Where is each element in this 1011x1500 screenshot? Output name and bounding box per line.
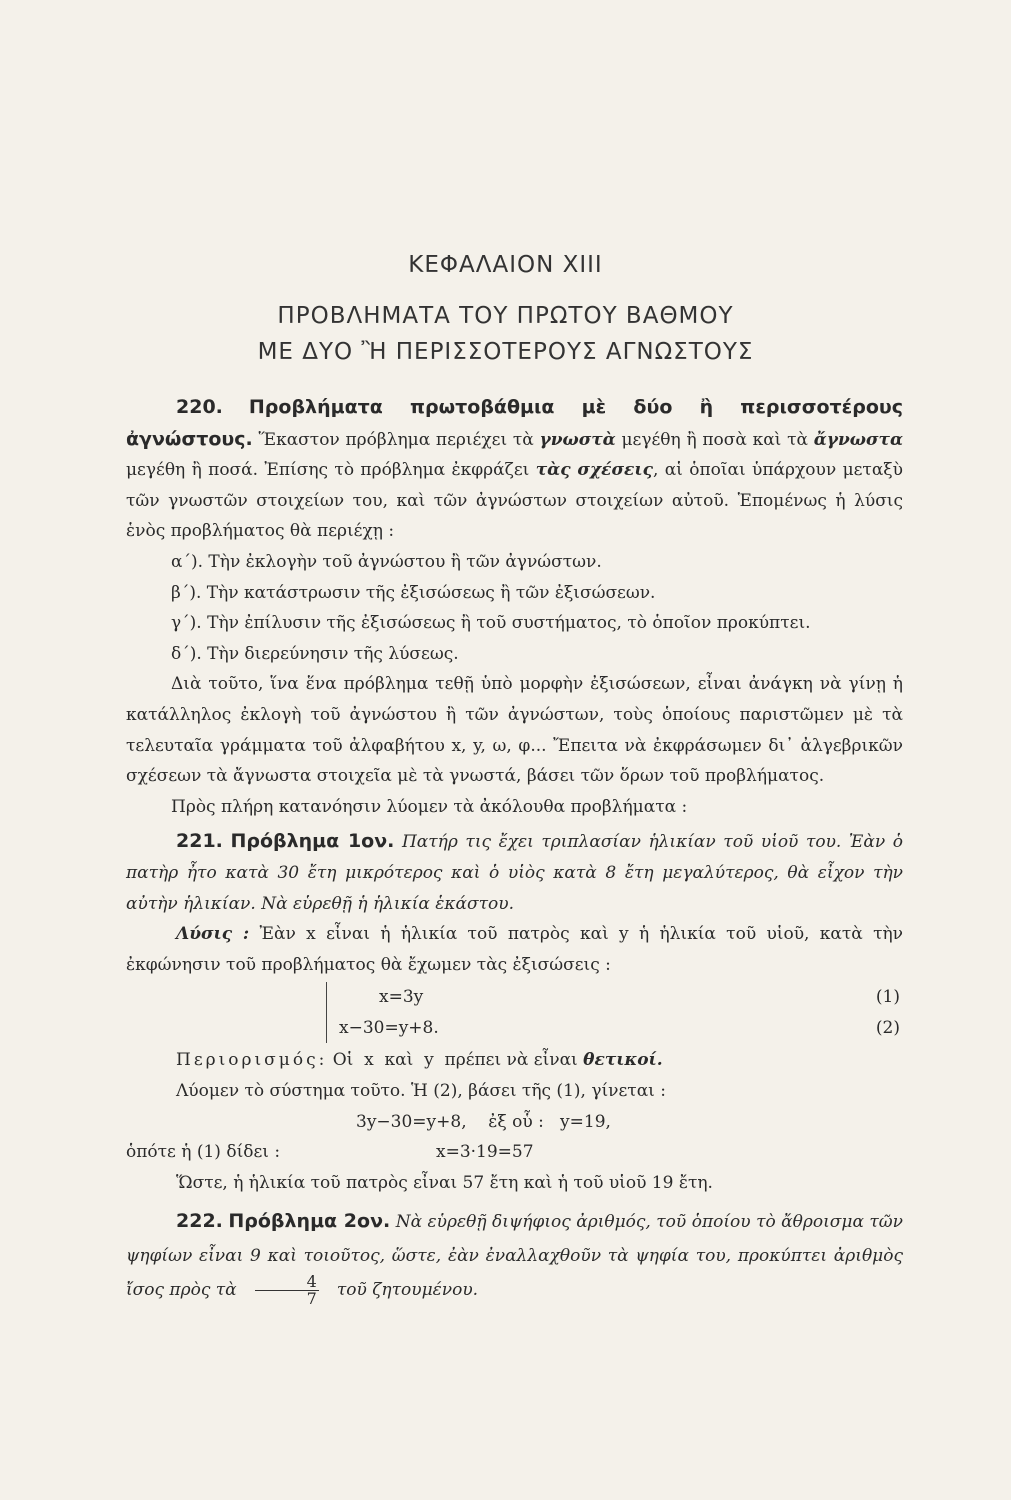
section-222-statement: Νὰ εὑρεθῇ διψήφιος ἀριθμός, τοῦ ὁποίου τὸ ἄθροισμα τῶν ψηφίων εἶναι 9 καὶ τοιοῦτος, ὥστε, ἐὰν ἐναλλαχθοῦν τὰ ψηφία του, προκύπτει ἀριθμὸς ἴσος πρὸς τὰ — [126, 1212, 904, 1301]
chapter-title — [0, 298, 1011, 370]
section-220-heading: Προβλήματα πρωτοβάθμια μὲ δύο ἢ περισσοτέρους ἀγνώστους. — [126, 396, 904, 450]
term-unknown: ἄγνωστα — [813, 429, 904, 450]
step-beta: β΄). Τὴν κατάστρωσιν τῆς ἐξισώσεως ἢ τῶν ἐξισώσεων. — [171, 582, 656, 603]
section-221-statement: Πατήρ τις ἔχει τριπλασίαν ἡλικίαν τοῦ υἱοῦ του. Ἐὰν ὁ πατὴρ ἦτο κατὰ 30 ἔτη μικρότερος καὶ ὁ υἱὸς κατὰ 8 ἔτη μεγαλύτερος, θὰ εἶχον τὴν αὐτὴν ἡλικίαν. Νὰ εὑρεθῇ ἡ ἡλικία ἑκάστου. — [126, 832, 903, 914]
section-222-statement-end: τοῦ ζητουμένου. — [336, 1280, 479, 1301]
section-222-intro — [126, 1204, 903, 1307]
equation-3 — [126, 1107, 903, 1138]
section-221-heading: Πρόβλημα 1ον. — [230, 830, 395, 853]
chapter-title-line-2: ΜΕ ΔΥΟ Ἢ ΠΕΡΙΣΣΟΤΕΡΟΥΣ ΑΓΝΩΣΤΟΥΣ — [257, 339, 754, 365]
section-220-text-4: , αἱ ὁποῖαι ὑπάρχουν μεταξὺ τῶν γνωστῶν στοιχείων του, καὶ τῶν ἀγνώστων στοιχείων αὐτοῦ. Ἑπομένως ἡ λύσις ἑνὸς προβλήματος θὰ περιέχῃ : — [126, 460, 904, 542]
step-delta: δ΄). Τὴν διερεύνησιν τῆς λύσεως. — [171, 643, 459, 664]
section-220-intro — [126, 392, 903, 547]
step-alpha: α΄). Τὴν ἐκλογὴν τοῦ ἀγνώστου ἢ τῶν ἀγνώστων. — [171, 551, 602, 572]
restriction-line — [126, 1045, 903, 1076]
section-220-number: 220. — [176, 396, 223, 418]
chapter-title-line-1: ΠΡΟΒΛΗΜΑΤΑ ΤΟΥ ΠΡΩΤΟΥ ΒΑΘΜΟΥ — [277, 303, 734, 329]
equation-3-body: 3y−30=y+8, — [356, 1111, 467, 1132]
restriction-label: Περιορισμός: — [176, 1050, 328, 1071]
solution-label: Λύσις : — [176, 924, 250, 945]
section-221-solution — [126, 919, 903, 980]
equation-2 — [339, 1013, 902, 1044]
section-222-number: 222. — [176, 1210, 223, 1233]
section-220-paragraph-3: Πρὸς πλήρη κατανόησιν λύομεν τὰ ἀκόλουθα προβλήματα : — [171, 796, 688, 817]
section-221-number: 221. — [176, 830, 223, 853]
equation-3-result: y=19, — [560, 1111, 611, 1132]
conclusion: Ὥστε, ἡ ἡλικία τοῦ πατρὸς εἶναι 57 ἔτη καὶ ἡ τοῦ υἱοῦ 19 ἔτη. — [176, 1172, 713, 1193]
equation-2-body: x−30=y+8. — [339, 1017, 439, 1038]
fraction-numerator: 4 — [255, 1274, 319, 1291]
section-220-text-3: μεγέθη ἢ ποσά. Ἐπίσης τὸ πρόβλημα ἐκφράζει — [126, 460, 530, 481]
section-221-intro — [126, 826, 903, 919]
term-known: γνωστὰ — [539, 429, 616, 450]
restriction-word: θετικοί. — [583, 1050, 663, 1071]
section-220-text-1: Ἕκαστον πρόβλημα περιέχει τὰ — [258, 429, 534, 450]
fraction-four-sevenths — [255, 1274, 319, 1307]
solution-text: Ἐὰν x εἶναι ἡ ἡλικία τοῦ πατρὸς καὶ y ἡ ἡλικία τοῦ υἱοῦ, κατὰ τὴν ἐκφώνησιν τοῦ προβλήματος θὰ ἔχωμεν τὰς ἐξισώσεις : — [126, 924, 903, 975]
equation-1-body: x=3y — [379, 987, 424, 1008]
restriction-text: Οἱ x καὶ y πρέπει νὰ εἶναι — [332, 1050, 578, 1071]
equation-system — [326, 982, 902, 1043]
page-body — [126, 392, 903, 1307]
solve-line: Λύομεν τὸ σύστημα τοῦτο. Ἡ (2), βάσει τῆς (1), γίνεται : — [176, 1081, 666, 1102]
equation-4-row — [126, 1137, 903, 1168]
fraction-denominator: 7 — [306, 1289, 317, 1309]
equation-2-label: (2) — [875, 1017, 900, 1038]
section-222-heading: Πρόβλημα 2ον. — [228, 1210, 391, 1233]
equation-1-label: (1) — [875, 987, 900, 1008]
equation-3-mid: ἐξ οὗ : — [488, 1111, 544, 1132]
gives-label: ὁπότε ἡ (1) δίδει : — [126, 1142, 281, 1163]
section-220-text-2: μεγέθη ἢ ποσὰ καὶ τὰ — [621, 429, 808, 450]
term-relations: τὰς σχέσεις — [535, 460, 653, 481]
equation-1 — [339, 982, 902, 1013]
equation-4: x=3·19=57 — [436, 1142, 534, 1163]
section-220-paragraph-2: Διὰ τοῦτο, ἵνα ἕνα πρόβλημα τεθῇ ὑπὸ μορφὴν ἐξισώσεων, εἶναι ἀνάγκη νὰ γίνῃ ἡ κατάλληλος ἐκλογὴ τοῦ ἀγνώστου ἢ τῶν ἀγνώστων, τοὺς ὁποίους παριστῶμεν μὲ τὰ τελευταῖα γράμματα τοῦ ἀλφαβήτου x, y, ω, φ... Ἔπειτα νὰ ἐκφράσωμεν δι᾽ ἀλγεβρικῶν σχέσεων τὰ ἄγνωστα στοιχεῖα μὲ τὰ γνωστά, βάσει τῶν ὅρων τοῦ προβλήματος. — [126, 674, 903, 787]
chapter-heading: ΚΕΦΑΛΑΙΟΝ XIII — [408, 252, 603, 278]
step-gamma: γ΄). Τὴν ἐπίλυσιν τῆς ἐξισώσεως ἢ τοῦ συστήματος, τὸ ὁποῖον προκύπτει. — [171, 613, 811, 634]
